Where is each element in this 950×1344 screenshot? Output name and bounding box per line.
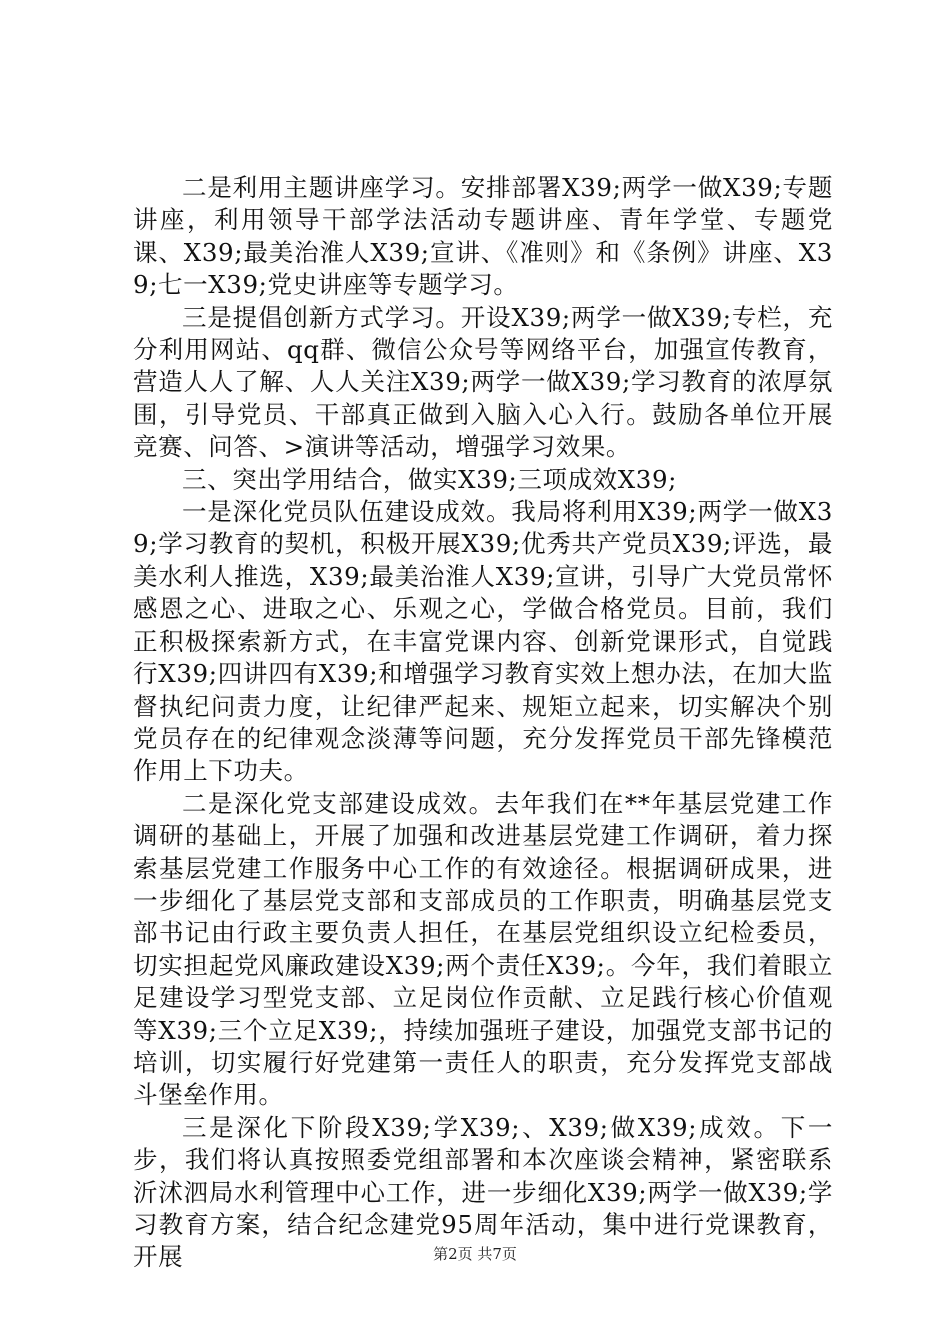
section-heading-three: 三、突出学用结合，做实X39;三项成效X39; — [182, 464, 678, 494]
paragraph-lecture-study: 二是利用主题讲座学习。安排部署X39;两学一做X39;专题讲座，利用领导干部学法活动专题讲座、青年学堂、专题党课、X39;最美治淮人X39;宣讲、《准则》和《条例》讲座、X39;七一X39;党史讲座等专题学习。 — [133, 173, 833, 300]
paragraph-next-stage: 三是深化下阶段X39;学X39;、X39;做X39;成效。下一步，我们将认真按照委党组部署和本次座谈会精神，紧密联系沂沭泗局水利管理中心工作，进一步细化X39;两学一做X39;学习教育方案，结合纪念建党95周年活动，集中进行党课教育，开展 — [133, 1112, 833, 1272]
page-footer: 第2页 共7页 — [433, 1245, 517, 1263]
paragraph-innovative-study: 三是提倡创新方式学习。开设X39;两学一做X39;专栏，充分利用网站、qq群、微信公众号等网络平台，加强宣传教育，营造人人了解、人人关注X39;两学一做X39;学习教育的浓厚氛围，引导党员、干部真正做到入脑入心入行。鼓励各单位开展竞赛、问答、>演讲等活动，增强学习效果。 — [133, 302, 833, 462]
paragraph-party-member-team: 一是深化党员队伍建设成效。我局将利用X39;两学一做X39;学习教育的契机，积极开展X39;优秀共产党员X39;评选，最美水利人推选，X39;最美治淮人X39;宣讲，引导广大党员常怀感恩之心、进取之心、乐观之心，学做合格党员。目前，我们正积极探索新方式，在丰富党课内容、创新党课形式，自觉践行X39;四讲四有X39;和增强学习教育实效上想办法，在加大监督执纪问责力度，让纪律严起来、规矩立起来，切实解决个别党员存在的纪律观念淡薄等问题，充分发挥党员干部先锋模范作用上下功夫。 — [133, 497, 833, 786]
body-text — [133, 172, 833, 1274]
paragraph-party-branch: 二是深化党支部建设成效。去年我们在**年基层党建工作调研的基础上，开展了加强和改进基层党建工作调研，着力探索基层党建工作服务中心工作的有效途径。根据调研成果，进一步细化了基层党支部和支部成员的工作职责，明确基层党支部书记由行政主要负责人担任，在基层党组织设立纪检委员，切实担起党风廉政建设X39;两个责任X39;。今年，我们着眼立足建设学习型党支部、立足岗位作贡献、立足践行核心价值观等X39;三个立足X39;，持续加强班子建设，加强党支部书记的培训，切实履行好党建第一责任人的职责，充分发挥党支部战斗堡垒作用。 — [133, 788, 833, 1110]
